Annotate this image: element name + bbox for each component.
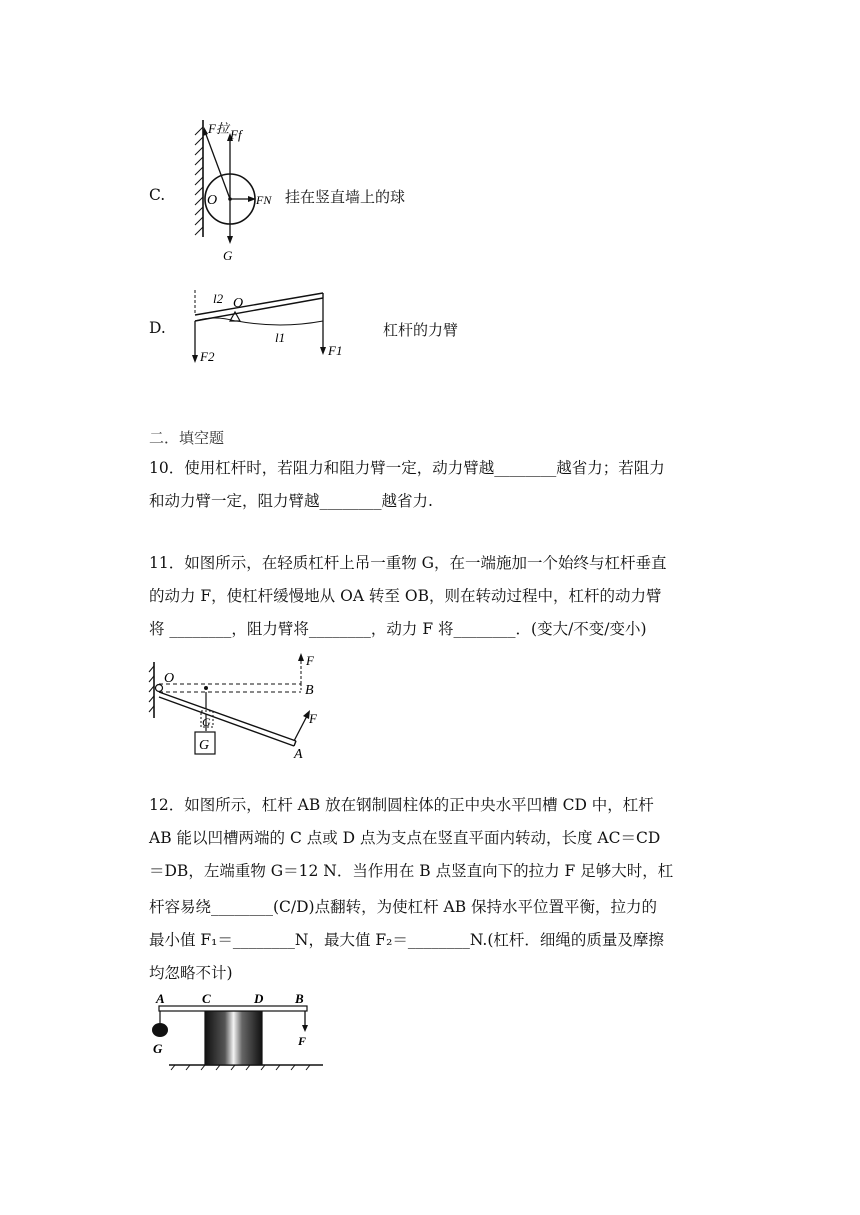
steel-cylinder [205, 1011, 262, 1065]
label-l2: l2 [213, 291, 224, 306]
label-o: O [207, 193, 218, 208]
label-b: B [305, 683, 314, 698]
q11-line3: 将 ________，阻力臂将________，动力 F 将________．(变大/不变/变小) [149, 620, 647, 638]
label-o: O [233, 296, 244, 311]
pivot-o [156, 685, 163, 692]
label-f1: F1 [328, 343, 343, 358]
label-f-bottom: F [309, 711, 317, 726]
lever-ab [159, 1006, 307, 1011]
lever-oa-top [159, 692, 296, 741]
q12-line3: ＝DB，左端重物 G＝12 N．当作用在 B 点竖直向下的拉力 F 足够大时，杠 [149, 862, 674, 880]
q11-figure [148, 648, 328, 760]
label-l1: l1 [275, 330, 286, 345]
q12-line5: 最小值 F₁＝________N，最大值 F₂＝________N.(杠杆．细绳的质量及摩擦 [149, 931, 664, 949]
label-d: D [254, 993, 264, 1006]
label-a: A [294, 747, 303, 760]
option-c-caption: 挂在竖直墙上的球 [285, 188, 406, 206]
q12-line6: 均忽略不计) [149, 964, 233, 982]
option-c-figure [190, 115, 290, 265]
q12-line4: 杆容易绕________(C/D)点翻转，为使杠杆 AB 保持水平位置平衡，拉力的 [149, 898, 658, 916]
section-title: 二．填空题 [149, 429, 225, 447]
label-g: G [223, 248, 233, 263]
label-c: C [202, 993, 211, 1006]
q12-line1: 12．如图所示，杠杆 AB 放在钢制圆柱体的正中央水平凹槽 CD 中，杠杆 [149, 796, 654, 814]
label-f-n: FN [256, 193, 272, 207]
label-g-small: G [202, 715, 211, 729]
label-g-box: G [199, 738, 210, 753]
wall-hatching [195, 127, 203, 235]
label-f-top: F [306, 653, 314, 668]
label-g: G [153, 1041, 163, 1056]
option-d-caption: 杠杆的力臂 [383, 321, 459, 339]
label-o: O [164, 671, 175, 686]
label-f-f: Ff [230, 127, 242, 142]
q11-line1: 11．如图所示，在轻质杠杆上吊一重物 G，在一端施加一个始终与杠杆垂直 [149, 554, 667, 572]
q11-line2: 的动力 F，使杠杆缓慢地从 OA 转至 OB，则在转动过程中，杠杆的动力臂 [149, 587, 662, 605]
lever-oa-bottom [159, 697, 294, 746]
q12-line2: AB 能以凹槽两端的 C 点或 D 点为支点在竖直平面内转动，长度 AC＝CD [149, 829, 661, 847]
label-f-la: F拉 [208, 121, 229, 136]
q12-figure [145, 993, 325, 1071]
option-d-letter: D. [149, 319, 166, 337]
option-d-figure [185, 285, 360, 370]
q10-line2: 和动力臂一定，阻力臂越________越省力. [149, 492, 433, 510]
q10-line1: 10．使用杠杆时，若阻力和阻力臂一定，动力臂越________越省力；若阻力 [149, 459, 665, 477]
option-c-letter: C. [149, 186, 166, 204]
label-f2: F2 [200, 349, 215, 364]
weight-g [152, 1023, 168, 1037]
f-bottom-arrow [294, 714, 308, 741]
label-a: A [156, 993, 165, 1006]
label-f: F [298, 1034, 307, 1048]
label-b: B [295, 993, 304, 1006]
